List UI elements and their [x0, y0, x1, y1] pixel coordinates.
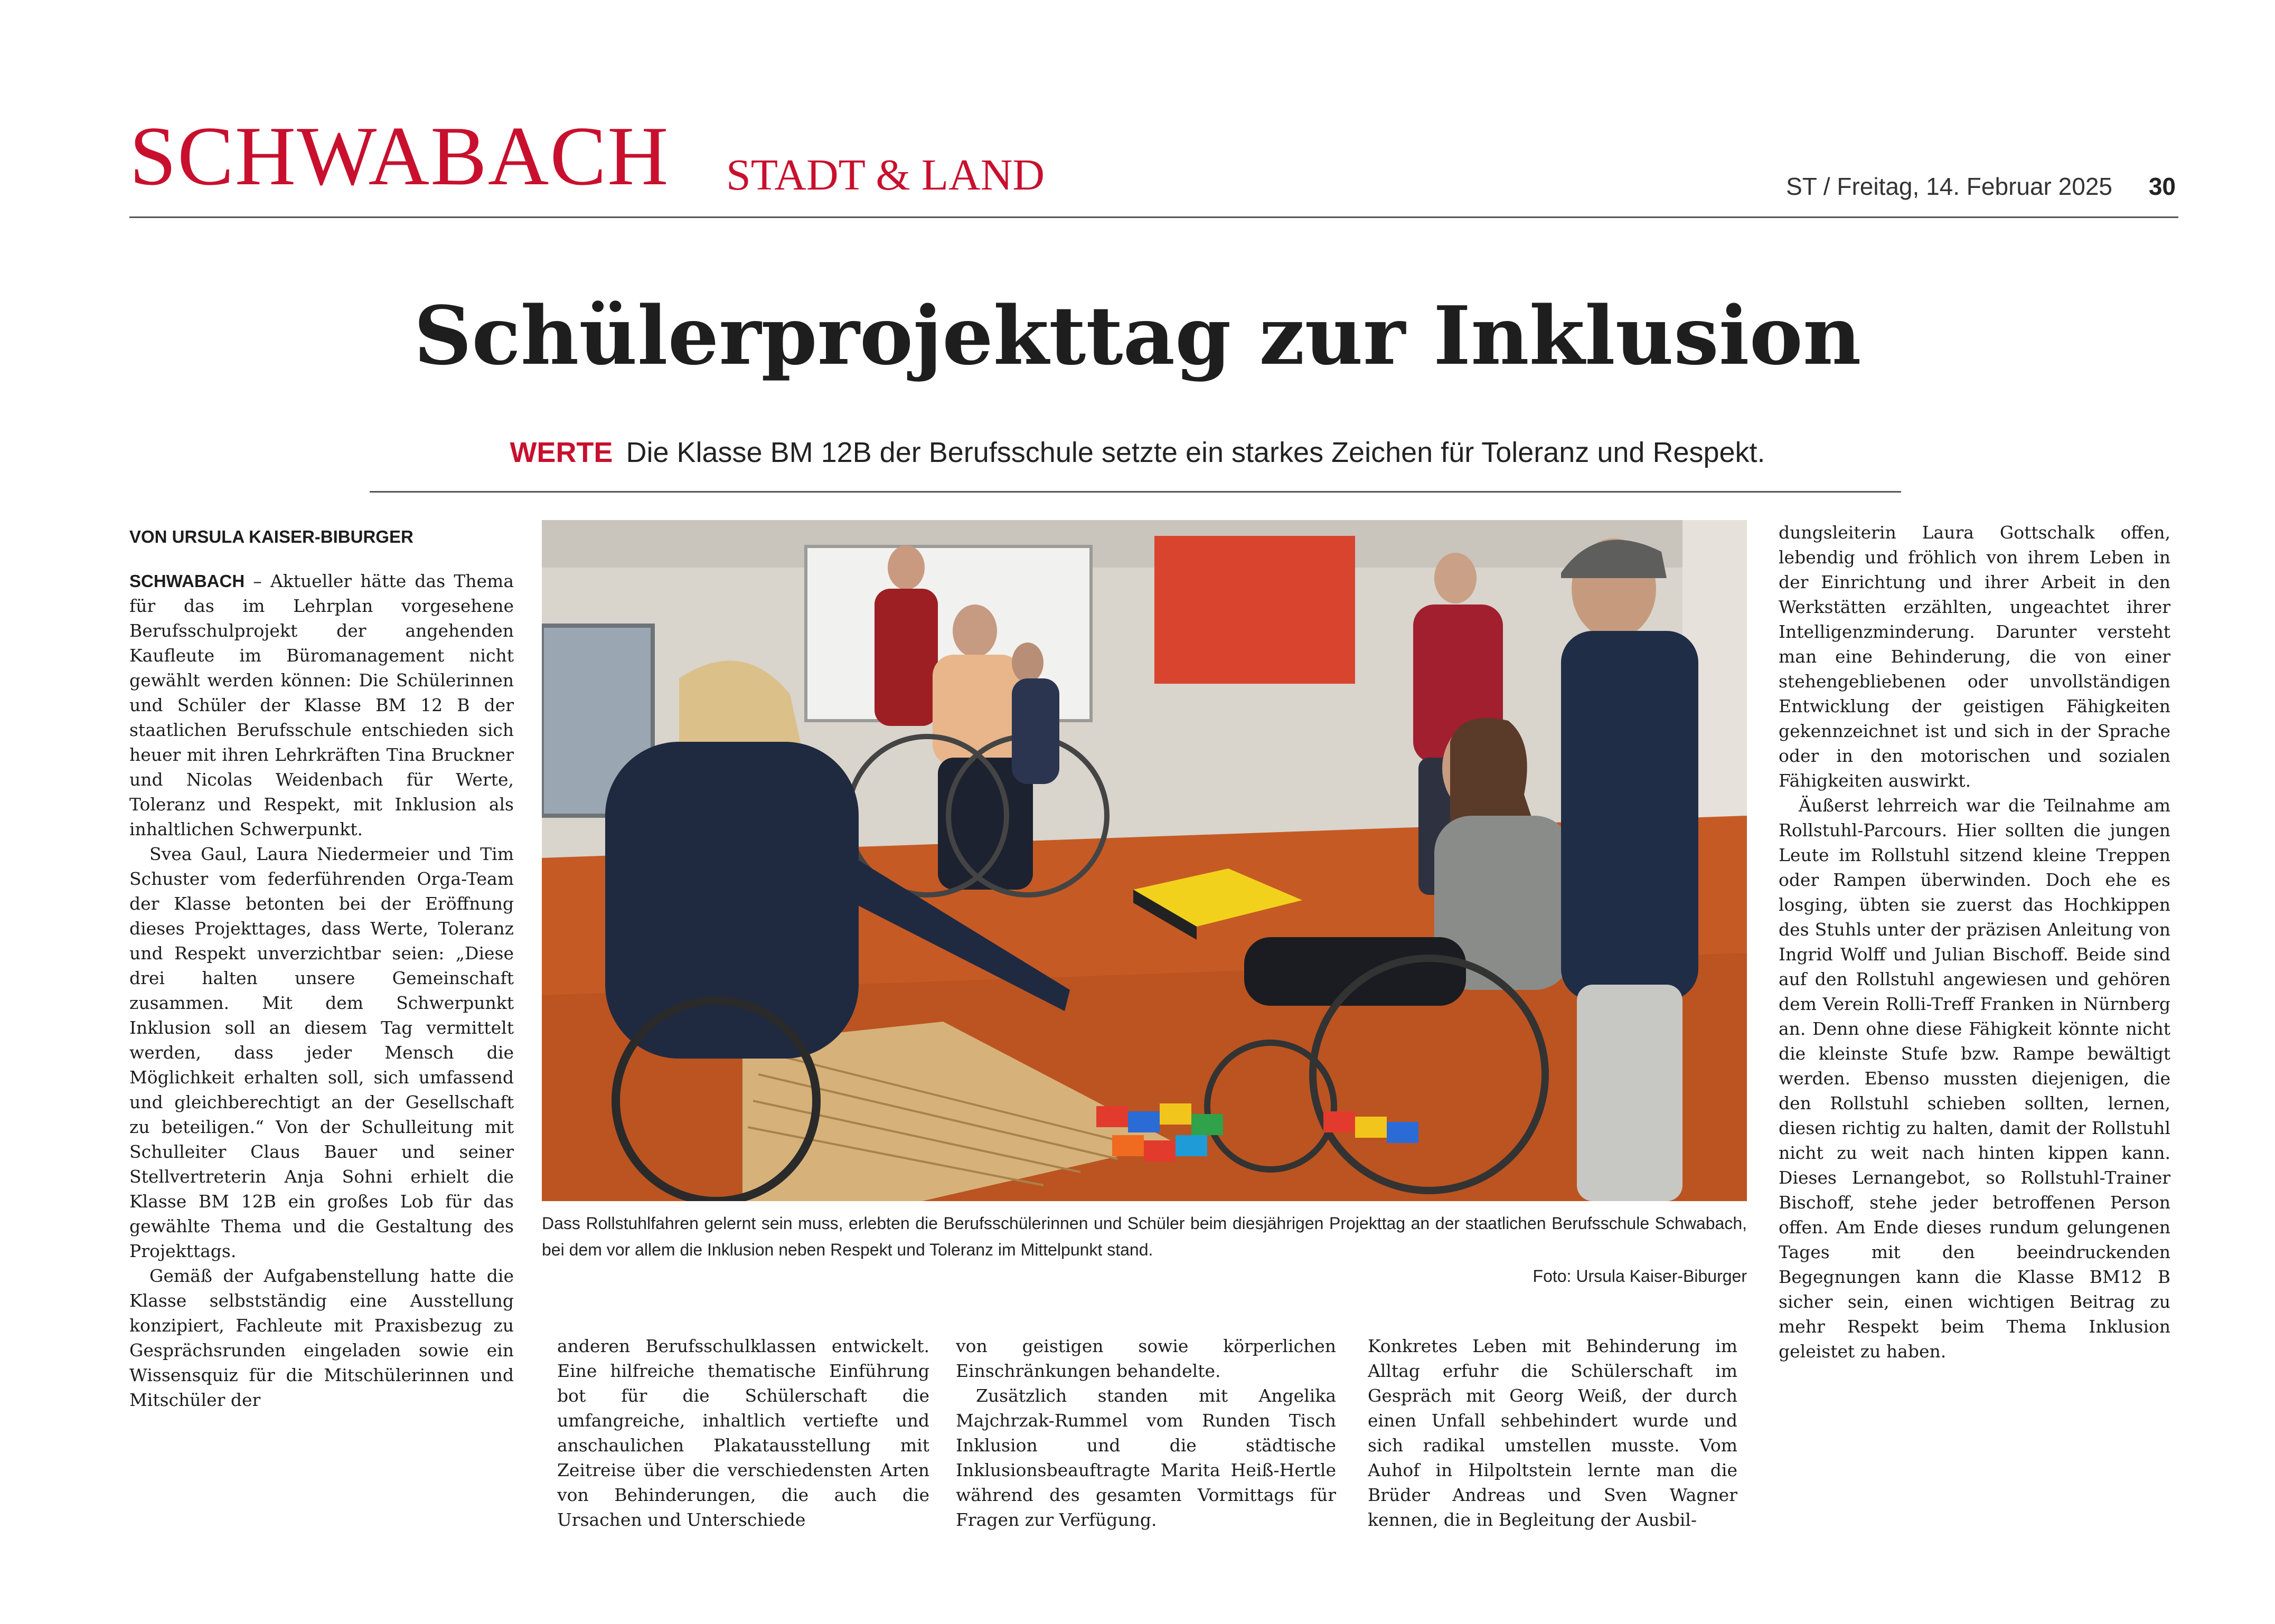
- masthead-section: STADT & LAND: [726, 150, 1045, 200]
- subheadline-text: Die Klasse BM 12B der Berufsschule setzte ein starkes Zeichen für Toleranz und Respekt.: [626, 437, 1765, 468]
- article-headline: Schülerprojekttag zur Inklusion: [413, 288, 1862, 383]
- paragraph: Svea Gaul, Laura Niedermeier und Tim Schuster vom federführenden Orga-Team der Klasse betonten bei der Eröffnung dieses Projekttages, dass Werte, Toleranz und Respekt unverzichtbar seien: „Diese drei halten unsere Gemeinschaft zusammen. Mit dem Schwerpunkt Inklusion soll an diesem Tag vermittelt werden, dass jeder Mensch die Möglichkeit erhalten soll, sich umfassend und gleichberechtigt an der Gesellschaft zu beteiligen.“ Von der Schulleitung mit Schulleiter Claus Bauer und seiner Stellvertreterin Anja Sohni erhielt die Klasse BM 12B ein großes Lob für das gewählte Thema und die Gestaltung des Projekttags.: [129, 844, 514, 1261]
- paragraph: Zusätzlich standen mit Angelika Majchrzak-Rummel vom Runden Tisch Inklusion und die städtische Inklusionsbeauftragte Marita Heiß-Hertle während des gesamten Vormittags für Fragen zur Verfügung.: [956, 1385, 1336, 1530]
- paragraph: Konkretes Leben mit Behinderung im Alltag erfuhr die Schülerschaft im Gespräch mit Georg Weiß, der durch einen Unfall sehbehindert wurde und sich radikal umstellen musste. Vom Auhof in Hilpoltstein lernte man die Brüder Andreas und Sven Wagner kennen, die in Begleitung der Ausbil-: [1368, 1336, 1737, 1530]
- article-column-2: [557, 1334, 929, 1566]
- paragraph: [129, 569, 514, 842]
- paragraph: anderen Berufsschulklassen entwickelt. Eine hilfreiche thematische Einführung bot für die Schülerschaft die umfangreiche, inhaltlich vertiefte und anschaulichen Plakatausstellung mit Zeitreise über die verschiedensten Arten von Behinderungen, die auch die Ursachen und Unterschiede: [557, 1336, 929, 1530]
- edition-date: ST / Freitag, 14. Februar 2025: [1786, 173, 2112, 200]
- photo-credit: Foto: Ursula Kaiser-Biburger: [1533, 1267, 1747, 1286]
- dateline: SCHWABACH: [129, 571, 245, 591]
- masthead-title: SCHWABACH: [129, 109, 670, 203]
- page-number: 30: [2148, 173, 2176, 200]
- article-photo: [542, 520, 1747, 1201]
- article-subheadline: [0, 438, 2275, 467]
- article-column-3: [956, 1334, 1336, 1566]
- paragraph: Gemäß der Aufgabenstellung hatte die Klasse selbstständig eine Ausstellung konzipiert, Fachleute mit Praxisbezug zu Gesprächsrunden eingeladen sowie ein Wissensquiz für die Mitschülerinnen und Mitschüler der: [129, 1266, 514, 1410]
- paragraph-text: – Aktueller hätte das Thema für das im Lehrplan vorgesehene Berufsschulprojekt der angehenden Kaufleute im Büromanagement nicht gewählt werden können: Die Schülerinnen und Schüler der Klasse BM 12 B der staatlichen Berufsschule entschieden sich heuer mit ihren Lehrkräften Tina Bruckner und Nicolas Weidenbach für Werte, Toleranz und Respekt, mit Inklusion als inhaltlichen Schwerpunkt.: [129, 571, 514, 839]
- masthead-divider: [129, 216, 2178, 218]
- byline: VON URSULA KAISER-BIBURGER: [129, 527, 413, 546]
- kicker-label: WERTE: [510, 437, 613, 468]
- article-column-5: [1779, 520, 2170, 1571]
- paragraph: dungsleiterin Laura Gottschalk offen, lebendig und fröhlich von ihrem Leben in der Einrichtung und ihrer Arbeit in den Werkstätten erzählten, ungeachtet ihrer Intelligenzminderung. Darunter versteht man eine Behinderung, die von einer stehengebliebenen oder unvollständigen Entwicklung der geistigen Fähigkeiten gekennzeichnet ist und sich in der Sprache oder in den motorischen und sozialen Fähigkeiten auswirkt.: [1779, 522, 2170, 791]
- wheelchair-parcours-photo: [542, 520, 1747, 1201]
- paragraph: Äußerst lehrreich war die Teilnahme am Rollstuhl-Parcours. Hier sollten die jungen Leute im Rollstuhl sitzend kleine Treppen oder Rampen überwinden. Doch ehe es losging, übten sie zuerst das Hochkippen des Stuhls unter der präzisen Anleitung von Ingrid Wolff und Julian Bischoff. Beide sind auf den Rollstuhl angewiesen und gehören dem Verein Rolli-Treff Franken in Nürnberg an. Denn ohne diese Fähigkeit könnte nicht die kleinste Stufe bzw. Rampe bewältigt werden. Ebenso mussten diejenigen, die den Rollstuhl schieben sollten, lernen, diesen richtig zu halten, damit der Rollstuhl nicht zu weit nach hinten kippen kann. Dieses Lernangebot, so Rollstuhl-Trainer Bischoff, stehe jeder betroffenen Person offen. Am Ende dieses rundum gelungenen Tages mit den beeindruckenden Begegnungen kann die Klasse BM12 B sicher sein, einen wichtigen Beitrag zu mehr Respekt beim Thema Inklusion geleistet zu haben.: [1779, 795, 2170, 1362]
- paragraph: von geistigen sowie körperlichen Einschränkungen behandelte.: [956, 1336, 1336, 1381]
- article-column-4: [1368, 1334, 1737, 1566]
- subhead-divider: [370, 491, 1901, 493]
- article-column-1: [129, 569, 514, 1561]
- photo-caption: Dass Rollstuhlfahren gelernt sein muss, erlebten die Berufsschülerinnen und Schüler beim diesjährigen Projekttag an der staatlichen Berufsschule Schwabach, bei dem vor allem die Inklusion neben Respekt und Toleranz im Mittelpunkt stand.: [542, 1214, 1747, 1259]
